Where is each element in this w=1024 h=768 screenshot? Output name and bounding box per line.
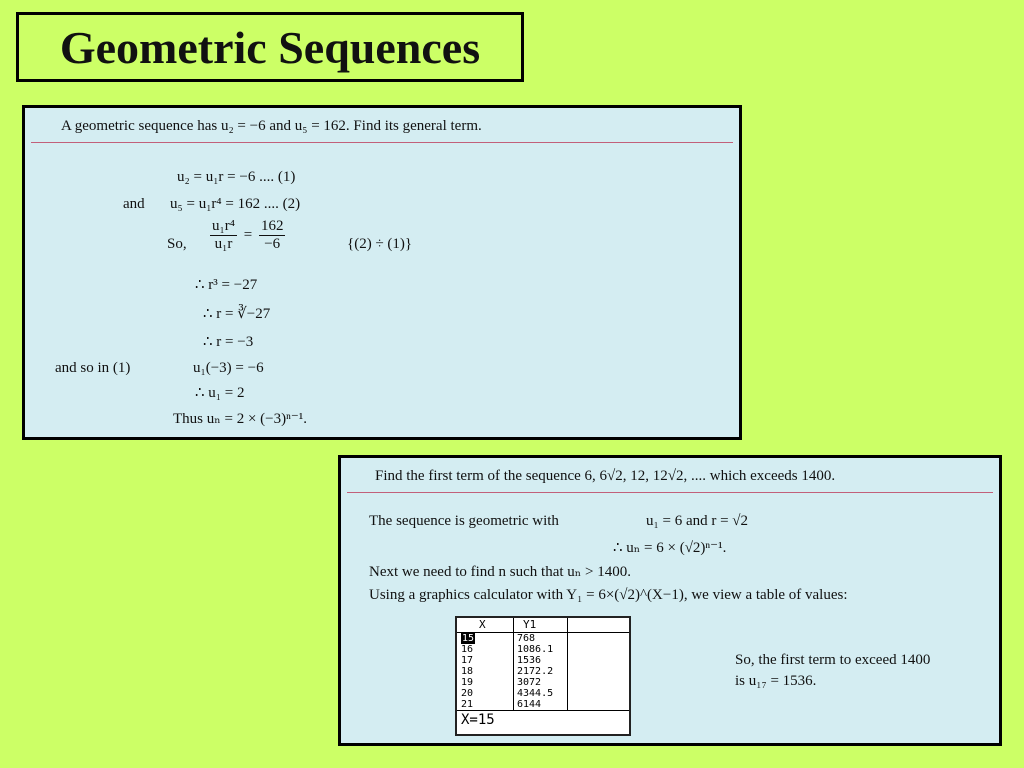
calculator-y-cell: 1086.1 xyxy=(517,644,554,655)
ex1-line-1: u₂ = u₁r = −6 .... (1) xyxy=(177,169,296,185)
calculator-footer: X=15 xyxy=(461,712,495,728)
calculator-footer-divider xyxy=(457,710,629,711)
calculator-x-cell: 17 xyxy=(461,655,474,666)
ex1-fraction-equation xyxy=(207,218,288,253)
ex2-line-1b: u₁ = 6 and r = √2 xyxy=(646,513,749,529)
calculator-x-cell: 20 xyxy=(461,688,474,699)
ex1-line-4: ∴ r³ = −27 xyxy=(195,277,258,293)
ex1-line-6: ∴ r = −3 xyxy=(203,334,254,350)
ex1-line-2: u₅ = u₁r⁴ = 162 .... (2) xyxy=(170,196,301,212)
calculator-y-cell: 1536 xyxy=(517,655,542,666)
calculator-x-cell: 21 xyxy=(461,699,474,710)
calculator-table-screen xyxy=(455,616,631,736)
ex1-line-2-lead: and xyxy=(123,196,145,212)
ex2-line-1: The sequence is geometric with xyxy=(369,513,559,529)
ex1-equals: = xyxy=(243,226,253,243)
ex1-frac1-num: u₁r⁴ xyxy=(212,218,235,234)
ex1-line-7: u₁(−3) = −6 xyxy=(193,360,264,376)
calculator-divider-1 xyxy=(513,618,514,710)
calculator-table-header xyxy=(457,618,629,633)
calculator-header-y: Y1 xyxy=(523,618,537,631)
calculator-y-cell: 2172.2 xyxy=(517,666,554,677)
ex2-line-3: Next we need to find n such that uₙ > 1400. xyxy=(369,564,631,580)
ex1-frac2-den: −6 xyxy=(264,236,281,252)
calculator-y-cell: 4344.5 xyxy=(517,688,554,699)
calculator-x-cell: 16 xyxy=(461,644,474,655)
ex2-conclusion-2: is u₁₇ = 1536. xyxy=(735,673,817,689)
ex1-frac2-num: 162 xyxy=(260,218,284,234)
ex1-fraction-right xyxy=(259,218,286,253)
title-box xyxy=(16,12,524,82)
ex1-line-8: ∴ u₁ = 2 xyxy=(195,385,245,401)
calculator-y-cell: 768 xyxy=(517,633,536,644)
ex1-line-5: ∴ r = ∛−27 xyxy=(203,306,271,322)
calculator-header-x: X xyxy=(479,618,486,631)
ex1-fraction-left xyxy=(210,218,237,253)
example-2-panel xyxy=(338,455,1002,746)
ex2-line-2: ∴ uₙ = 6 × (√2)ⁿ⁻¹. xyxy=(613,540,727,556)
ex1-frac1-den: u₁r xyxy=(214,236,233,252)
example-1-problem: A geometric sequence has u₂ = −6 and u₅ = 162. Find its general term. xyxy=(31,108,733,143)
calculator-y-cell: 3072 xyxy=(517,677,542,688)
calculator-divider-2 xyxy=(567,618,568,710)
ex1-line-9: Thus uₙ = 2 × (−3)ⁿ⁻¹. xyxy=(173,411,307,427)
ex1-line-7-lead: and so in (1) xyxy=(55,360,131,376)
ex1-line-3-lead: So, xyxy=(167,236,187,252)
example-1-panel xyxy=(22,105,742,440)
ex1-line-3-note: {(2) ÷ (1)} xyxy=(347,236,413,252)
calculator-y-column xyxy=(517,633,553,710)
calculator-x-cell: 18 xyxy=(461,666,474,677)
calculator-x-cell: 19 xyxy=(461,677,474,688)
ex2-line-4: Using a graphics calculator with Y₁ = 6×(√2)^(X−1), we view a table of values: xyxy=(369,587,848,603)
example-2-problem: Find the first term of the sequence 6, 6√2, 12, 12√2, .... which exceeds 1400. xyxy=(347,458,993,493)
page-title: Geometric Sequences xyxy=(59,21,481,73)
calculator-y-cell: 6144 xyxy=(517,699,542,710)
ex2-conclusion-1: So, the first term to exceed 1400 xyxy=(735,652,931,668)
calculator-x-cell: 15 xyxy=(462,633,475,644)
calculator-x-column xyxy=(461,633,475,710)
